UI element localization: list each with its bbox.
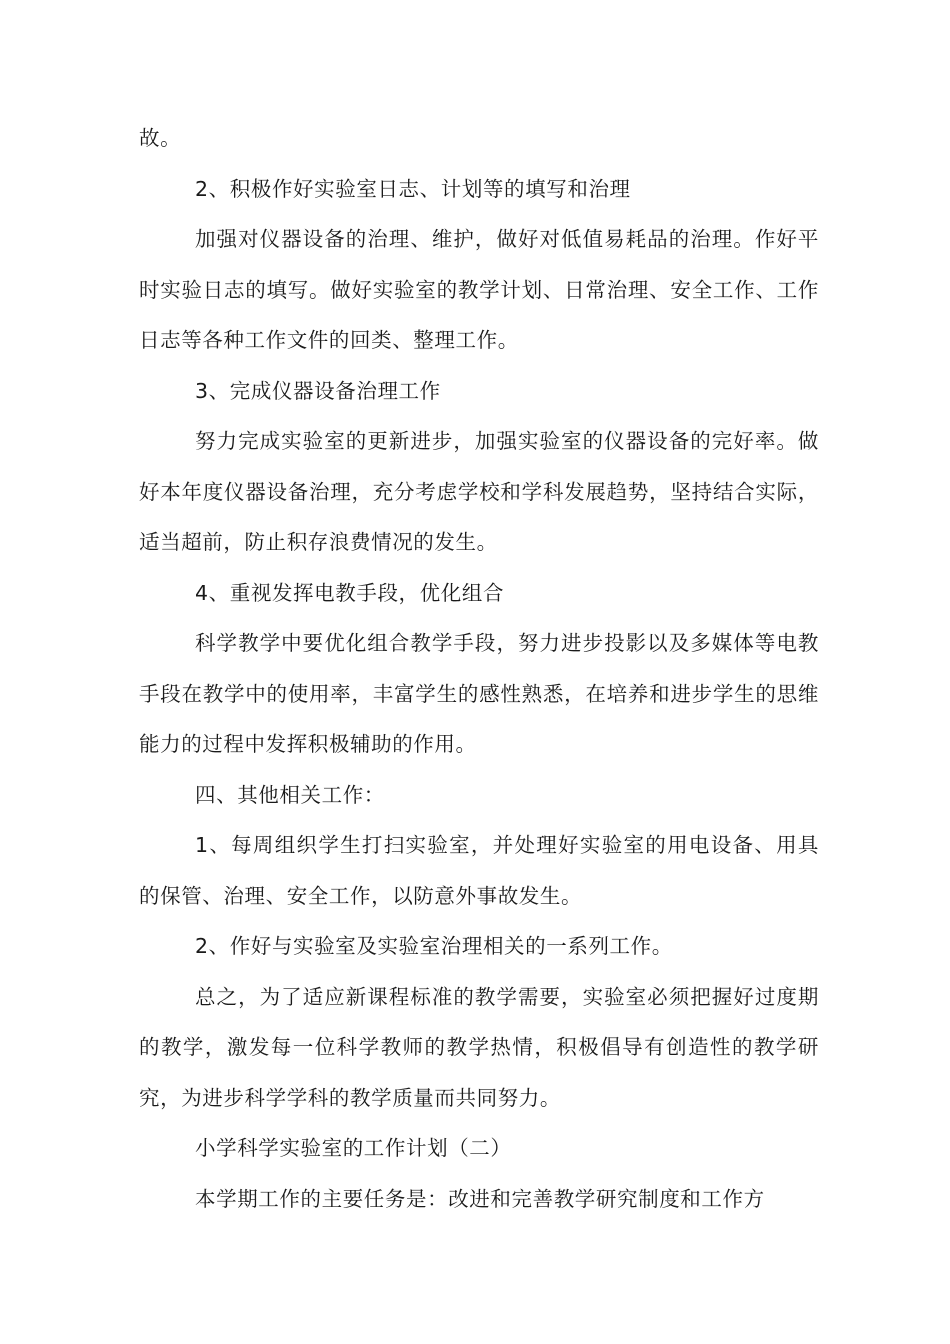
paragraph-conclusion: 总之，为了适应新课程标准的教学需要，实验室必须把握好过度期的教学，激发每一位科学教师的教学热情，积极倡导有创造性的教学研究，为进步科学学科的教学质量而共同努力。: [139, 984, 819, 1110]
paragraph-list-item-1: 1、每周组织学生打扫实验室，并处理好实验室的用电设备、用具的保管、治理、安全工作，以防意外事故发生。: [139, 833, 819, 908]
paragraph-heading-item-4: 4、重视发挥电教手段，优化组合: [195, 580, 505, 605]
paragraph-body: 本学期工作的主要任务是：改进和完善教学研究制度和工作方: [195, 1186, 765, 1211]
paragraph-body: 努力完成实验室的更新进步，加强实验室的仪器设备的完好率。做好本年度仪器设备治理，充分考虑学校和学科发展趋势，坚持结合实际，适当超前，防止积存浪费情况的发生。: [139, 429, 819, 554]
paragraph-continuation: 故。: [139, 126, 182, 150]
paragraph-body: 加强对仪器设备的治理、维护，做好对低值易耗品的治理。作好平时实验日志的填写。做好实验室的教学计划、日常治理、安全工作、工作日志等各种工作文件的回类、整理工作。: [139, 227, 819, 352]
paragraph-list-item-2: 2、作好与实验室及实验室治理相关的一系列工作。: [195, 934, 673, 958]
section-title-plan-two: 小学科学实验室的工作计划（二）: [195, 1136, 512, 1160]
paragraph-heading-item-3: 3、完成仪器设备治理工作: [195, 378, 441, 403]
document-body: [139, 113, 819, 1224]
section-heading-other-work: 四、其他相关工作：: [195, 782, 385, 807]
paragraph-heading-item-2: 2、积极作好实验室日志、计划等的填写和治理: [195, 176, 631, 201]
paragraph-body: 科学教学中要优化组合教学手段，努力进步投影以及多媒体等电教手段在教学中的使用率，丰富学生的感性熟悉，在培养和进步学生的思维能力的过程中发挥积极辅助的作用。: [139, 631, 819, 756]
